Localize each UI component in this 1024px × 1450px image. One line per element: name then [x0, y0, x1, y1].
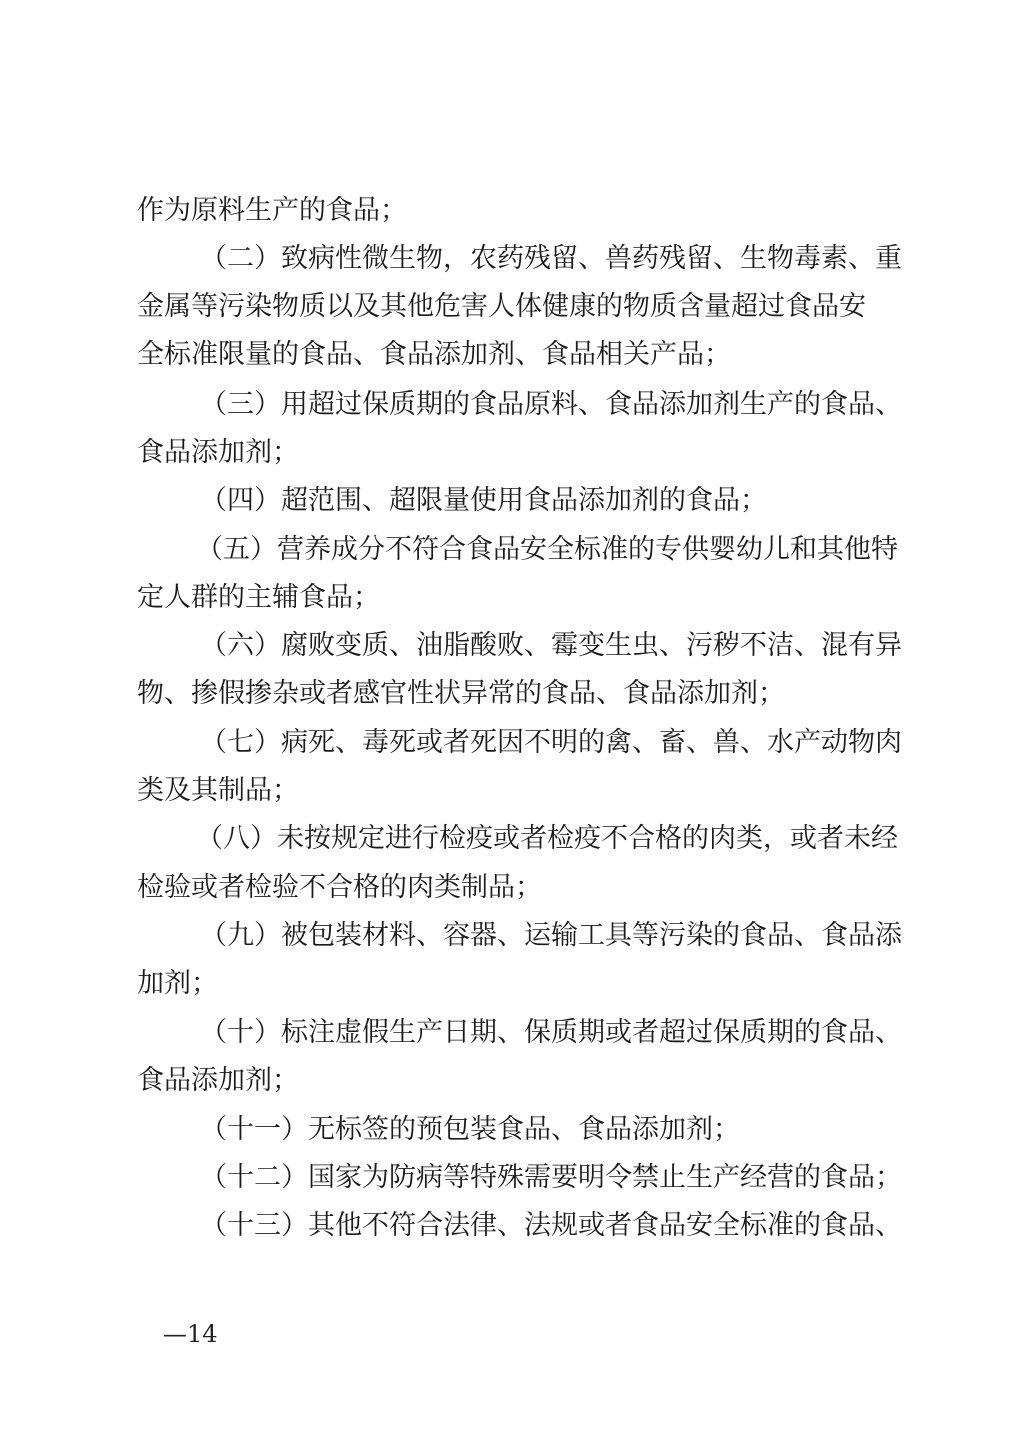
text-line: 食品添加剂；	[137, 437, 299, 468]
text-line: 作为原料生产的食品；	[137, 195, 407, 226]
text-line: （十二）国家为防病等特殊需要明令禁止生产经营的食品；	[200, 1162, 902, 1193]
text-line: （二）致病性微生物，农药残留、兽药残留、生物毒素、重	[200, 243, 902, 274]
text-line: （四）超范围、超限量使用食品添加剂的食品；	[200, 485, 767, 516]
text-line: （九）被包装材料、容器、运输工具等污染的食品、食品添	[200, 920, 902, 951]
text-line: 定人群的主辅食品；	[137, 582, 380, 613]
text-line: 检验或者检验不合格的肉类制品；	[137, 872, 542, 903]
text-line: 全标准限量的食品、食品添加剂、食品相关产品；	[137, 339, 731, 370]
text-line: 食品添加剂；	[137, 1065, 299, 1096]
text-line: （七）病死、毒死或者死因不明的禽、畜、兽、水产动物肉	[200, 727, 902, 758]
text-line: 物、掺假掺杂或者感官性状异常的食品、食品添加剂；	[137, 678, 785, 709]
text-line: （十一）无标签的预包装食品、食品添加剂；	[200, 1114, 740, 1145]
text-line: 加剂；	[137, 968, 218, 999]
text-line: （十三）其他不符合法律、法规或者食品安全标准的食品、	[200, 1210, 902, 1241]
text-line: 类及其制品；	[137, 775, 299, 806]
text-line: （六）腐败变质、油脂酸败、霉变生虫、污秽不洁、混有异	[200, 630, 902, 661]
text-line: （五）营养成分不符合食品安全标准的专供婴幼儿和其他特	[196, 534, 898, 565]
page-number: —14	[163, 1320, 218, 1348]
text-line: （十）标注虚假生产日期、保质期或者超过保质期的食品、	[200, 1017, 902, 1048]
text-line: 金属等污染物质以及其他危害人体健康的物质含量超过食品安	[137, 291, 866, 322]
text-line: （八）未按规定进行检疫或者检疫不合格的肉类，或者未经	[196, 823, 898, 854]
text-line: （三）用超过保质期的食品原料、食品添加剂生产的食品、	[200, 389, 902, 420]
